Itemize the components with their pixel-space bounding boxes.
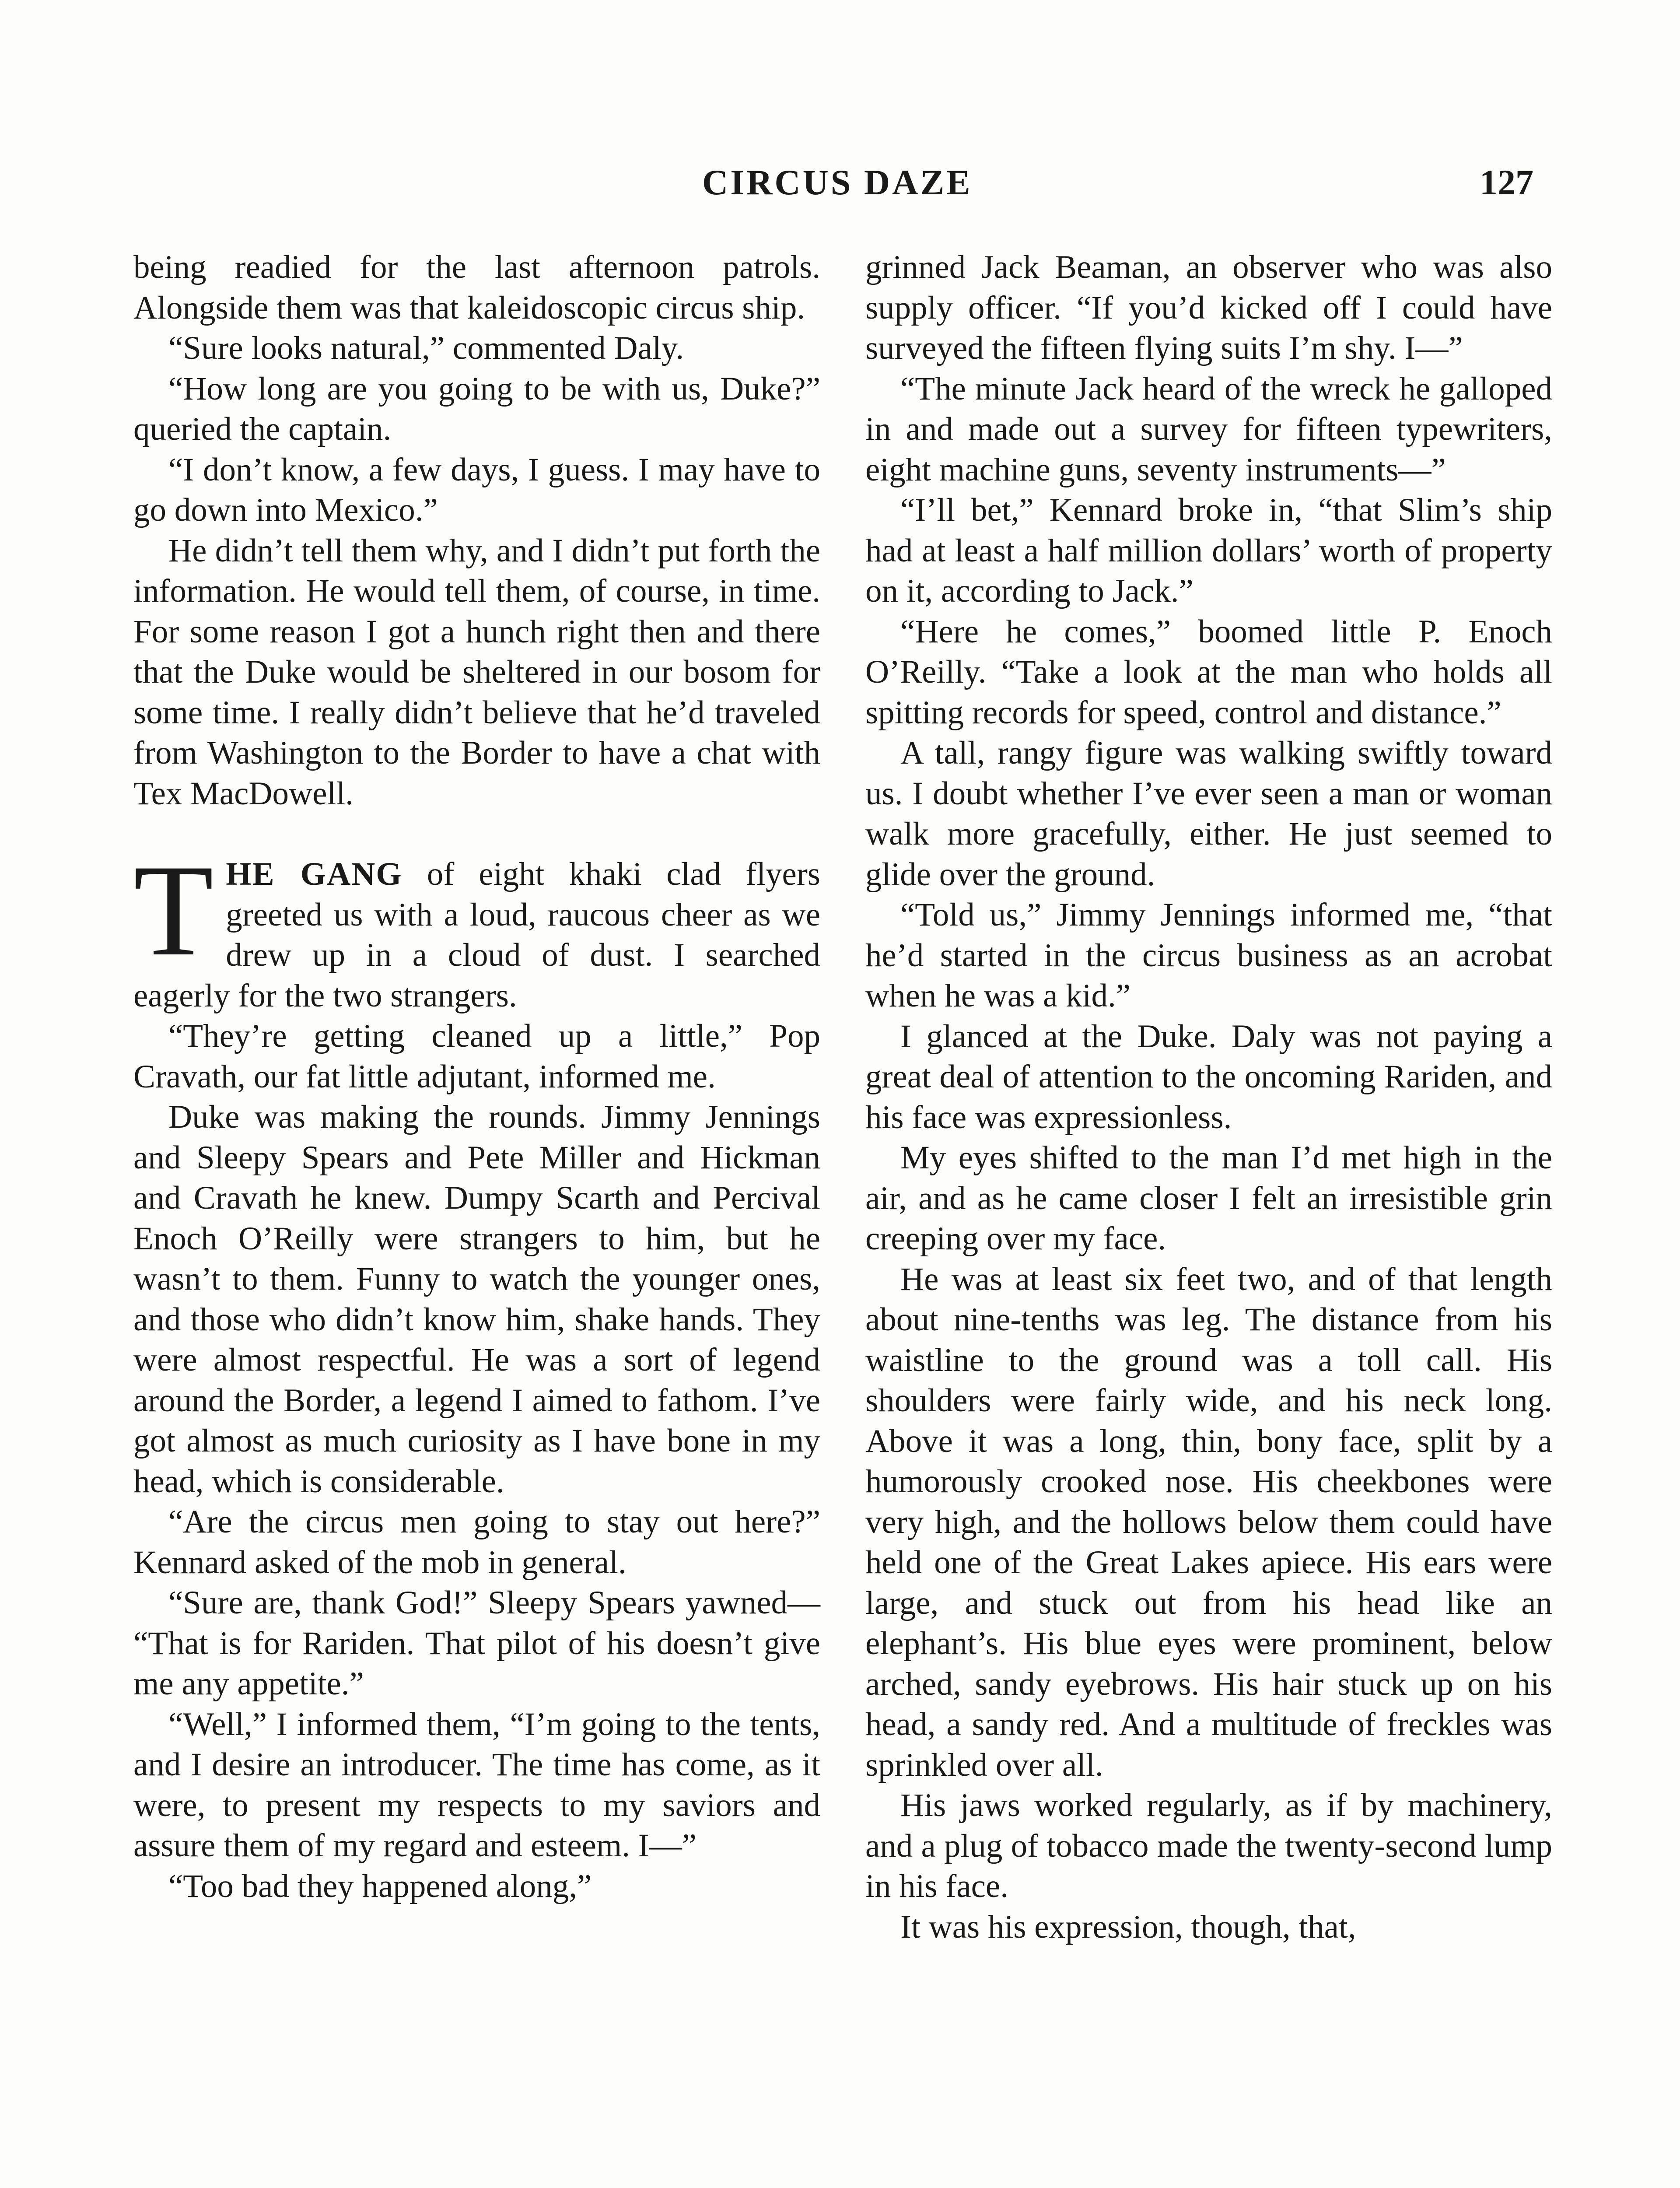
paragraph: A tall, rangy figure was walking swiftly toward us. I doubt whether I’ve ever seen a man or woman walk more gracefully, either. He just seemed to glide over the ground. [865, 735, 1552, 893]
paragraph: Duke was making the rounds. Jimmy Jennings and Sleepy Spears and Pete Miller and Hickman and Cravath he knew. Dumpy Scarth and Percival Enoch O’Reilly were strangers to him, but he wasn’t to them. Funny to watch the younger ones, and those who didn’t know him, shake hands. They were almost respectful. He was a sort of legend around the Border, a legend I aimed to fathom. I’ve got almost as much curiosity as I have bone in my head, which is considerable. [133, 1099, 820, 1500]
paragraph: He was at least six feet two, and of that length about nine-tenths was leg. The distance from his waistline to the ground was a toll call. His shoulders were fairly wide, and his neck long. Above it was a long, thin, bony face, split by a humorously crooked nose. His cheekbones were very high, and the hollows below them could have held one of the Great Lakes apiece. His ears were large, and stuck out from his head like an elephant’s. His blue eyes were prominent, below arched, sandy eyebrows. His hair stuck up on his head, a sandy red. And a multitude of freckles was sprinkled over all. [865, 1261, 1552, 1783]
paragraph-text: of eight khaki clad flyers greeted us with a loud, raucous cheer as we drew up in a cloud of dust. I searched eagerly for the two strangers. [133, 856, 820, 1014]
paragraph: “Sure are, thank God!” Sleepy Spears yawned— “That is for Rariden. That pilot of his doesn’t give me any appetite.” [133, 1585, 820, 1702]
paragraph: “Sure looks natural,” commented Daly. [168, 330, 684, 366]
paragraph: It was his expression, though, that, [900, 1908, 1356, 1945]
paragraph: “Told us,” Jimmy Jennings informed me, “that he’d started in the circus business as an acrobat when he was a kid.” [865, 897, 1552, 1014]
page-number: 127 [1480, 162, 1533, 202]
paragraph: He didn’t tell them why, and I didn’t put forth the information. He would tell them, of course, in time. For some reason I got a hunch right then and there that the Duke would be sheltered in our bosom for some time. I really didn’t believe that he’d traveled from Washington to the Border to have a chat with Tex MacDowell. [133, 532, 820, 812]
paragraph: grinned Jack Beaman, an observer who was also supply officer. “If you’d kicked off I could have surveyed the fifteen flying suits I’m shy. I—” [865, 249, 1552, 366]
paragraph: I glanced at the Duke. Daly was not paying a great deal of attention to the oncoming Rariden, and his face was expressionless. [865, 1018, 1552, 1136]
paragraph: “I don’t know, a few days, I guess. I may have to go down into Mexico.” [133, 451, 820, 528]
paragraph: His jaws worked regularly, as if by machinery, and a plug of tobacco made the twenty-second lump in his face. [865, 1787, 1552, 1904]
small-caps-lead: HE GANG [226, 856, 402, 892]
paragraph: “Well,” I informed them, “I’m going to the tents, and I desire an introducer. The time has come, as it were, to present my respects to my saviors and assure them of my regard and esteem. I—” [133, 1706, 820, 1864]
page-header [133, 162, 1533, 206]
paragraph: My eyes shifted to the man I’d met high in the air, and as he came closer I felt an irresistible grin creeping over my face. [865, 1140, 1552, 1257]
right-column [865, 247, 1552, 1947]
paragraph: being readied for the last afternoon patrols. Alongside them was that kaleidoscopic circus ship. [133, 249, 820, 326]
paragraph: “Are the circus men going to stay out here?” Kennard asked of the mob in general. [133, 1504, 820, 1581]
drop-cap: T [133, 838, 214, 983]
paragraph: “How long are you going to be with us, Duke?” queried the captain. [133, 370, 820, 447]
running-title: CIRCUS DAZE [702, 162, 973, 202]
left-column [133, 247, 820, 1907]
paragraph: “I’ll bet,” Kennard broke in, “that Slim’s ship had at least a half million dollars’ worth of property on it, according to Jack.” [865, 492, 1552, 609]
paragraph: “Too bad they happened along,” [168, 1868, 592, 1904]
paragraph: “The minute Jack heard of the wreck he galloped in and made out a survey for fifteen typewriters, eight machine guns, seventy instruments—” [865, 370, 1552, 488]
section-start-paragraph [133, 838, 820, 1016]
paragraph: “Here he comes,” boomed little P. Enoch O’Reilly. “Take a look at the man who holds all spitting records for speed, control and distance.” [865, 613, 1552, 731]
paragraph: “They’re getting cleaned up a little,” Pop Cravath, our fat little adjutant, informed me. [133, 1018, 820, 1095]
